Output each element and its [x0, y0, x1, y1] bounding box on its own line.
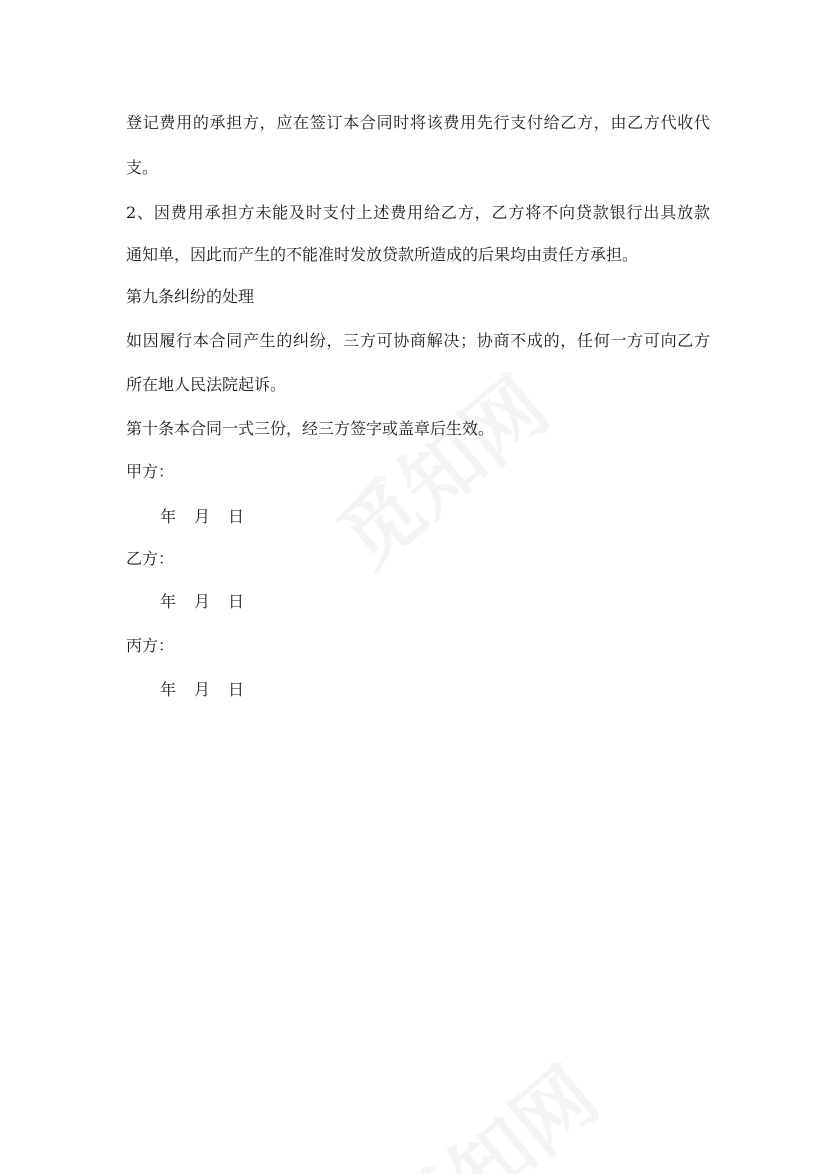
party-b-label: 乙方： — [126, 549, 175, 568]
watermark-bottom — [360, 1036, 618, 1174]
article-10: 第十条本合同一式三份，经三方签字或盖章后生效。 — [126, 419, 495, 438]
month-label: 月 — [194, 680, 211, 699]
year-label: 年 — [160, 680, 177, 699]
party-a-date — [160, 507, 244, 527]
day-label: 日 — [228, 507, 245, 526]
article-9-line-1: 如因履行本合同产生的纠纷，三方可协商解决；协商不成的，任何一方可向乙方 — [126, 331, 710, 350]
paragraph-1-line-2: 支。 — [126, 158, 159, 177]
day-label: 日 — [228, 680, 245, 699]
watermark-center — [310, 346, 568, 588]
party-b-date — [160, 592, 244, 612]
party-c-date — [160, 680, 244, 700]
year-label: 年 — [160, 507, 177, 526]
year-label: 年 — [160, 592, 177, 611]
article-9-title: 第九条纠纷的处理 — [126, 287, 255, 306]
party-a-label: 甲方： — [126, 462, 175, 481]
day-label: 日 — [228, 592, 245, 611]
article-9-line-2: 所在地人民法院起诉。 — [126, 375, 287, 394]
paragraph-2-line-2: 通知单，因此而产生的不能准时发放贷款所造成的后果均由责任方承担。 — [126, 245, 639, 264]
month-label: 月 — [194, 507, 211, 526]
paragraph-1-line-1: 登记费用的承担方，应在签订本合同时将该费用先行支付给乙方，由乙方代收代 — [126, 113, 710, 132]
party-c-label: 丙方： — [126, 636, 175, 655]
paragraph-2-line-1: 2、因费用承担方未能及时支付上述费用给乙方，乙方将不向贷款银行出具放款 — [126, 203, 710, 222]
month-label: 月 — [194, 592, 211, 611]
